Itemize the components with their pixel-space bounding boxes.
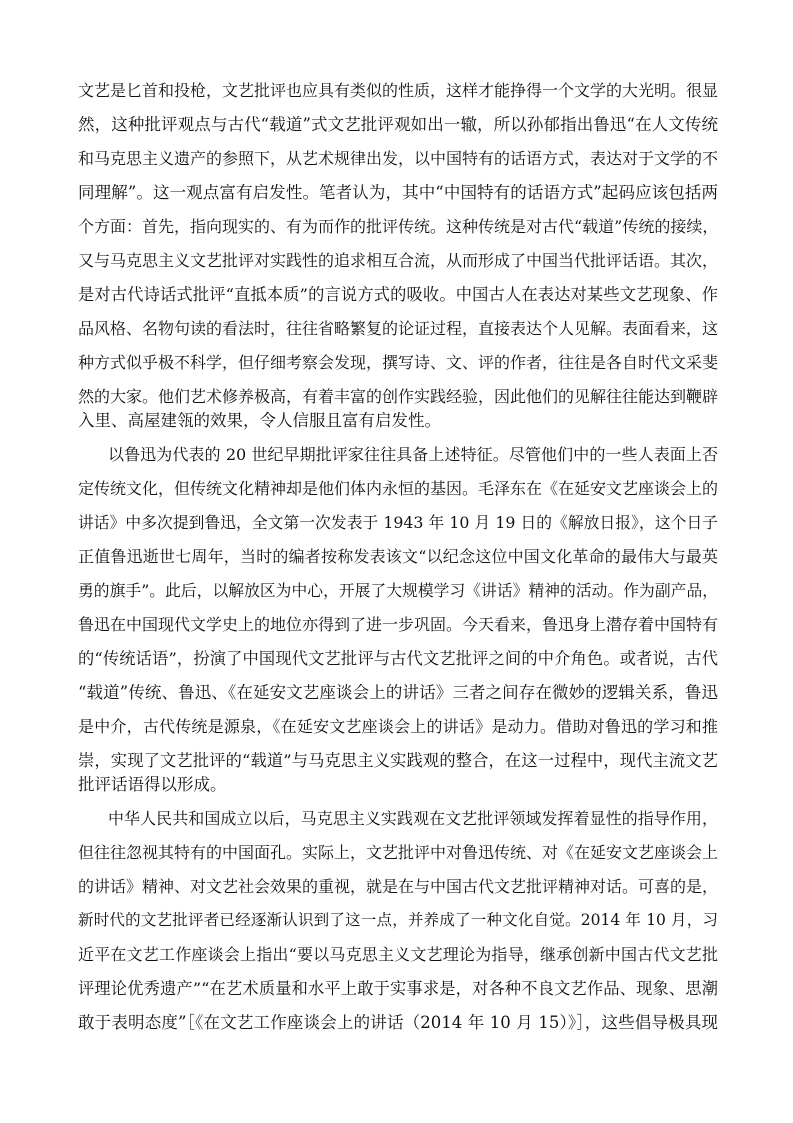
text-line: 然的大家。他们艺术修养极高，有着丰富的创作实践经验，因此他们的见解往往能达到鞭辟 xyxy=(78,387,719,406)
text-line: “载道”传统、鲁迅、《在延安文艺座谈会上的讲话》三者之间存在微妙的逻辑关系，鲁迅 xyxy=(78,683,718,702)
text-line: 敢于表明态度”［《在文艺工作座谈会上的讲话（2014 年 10 月 15）》］，这些倡导极具现 xyxy=(78,1013,718,1032)
text-line: 正值鲁迅逝世七周年，当时的编者按称发表该文“以纪念这位中国文化革命的最伟大与最英 xyxy=(78,547,718,566)
text-line: 但往往忽视其特有的中国面孔。实际上，文艺批评中对鲁迅传统、对《在延安文艺座谈会上 xyxy=(78,843,719,862)
text-line: 品风格、名物句读的看法时，往往省略繁复的论证过程，直接表达个人见解。表面看来，这 xyxy=(78,319,719,338)
text-line: 以鲁迅为代表的 20 世纪早期批评家往往具备上述特征。尽管他们中的一些人表面上否 xyxy=(108,445,718,464)
text-line: 文艺是匕首和投枪，文艺批评也应具有类似的性质，这样才能挣得一个文学的大光明。很显 xyxy=(78,81,719,100)
text-line: 讲话》中多次提到鲁迅，全文第一次发表于 1943 年 10 月 19 日的《解放日报》，这个日子 xyxy=(78,513,718,532)
text-line: 评理论优秀遗产”“在艺术质量和水平上敢于实事求是，对各种不良文艺作品、现象、思潮 xyxy=(78,979,718,998)
text-line: 新时代的文艺批评者已经逐渐认识到了这一点，并养成了一种文化自觉。2014 年 10 月，习 xyxy=(78,911,718,929)
text-line: 近平在文艺工作座谈会上指出“要以马克思主义文艺理论为指导，继承创新中国古代文艺批 xyxy=(78,945,718,964)
text-line: 是对古代诗话式批评“直抵本质”的言说方式的吸收。中国古人在表达对某些文艺现象、作 xyxy=(78,285,718,304)
text-line: 同理解”。这一观点富有启发性。笔者认为，其中“中国特有的话语方式”起码应该包括两 xyxy=(78,183,718,202)
text-line: 是中介，古代传统是源泉，《在延安文艺座谈会上的讲话》是动力。借助对鲁迅的学习和推 xyxy=(78,717,718,736)
text-line: 然，这种批评观点与古代“载道”式文艺批评观如出一辙，所以孙郁指出鲁迅“在人文传统 xyxy=(78,115,718,134)
text-line: 批评话语得以形成。 xyxy=(78,775,227,794)
text-line: 勇的旗手”。此后，以解放区为中心，开展了大规模学习《讲话》精神的活动。作为副产品， xyxy=(78,581,718,600)
text-line: 又与马克思主义文艺批评对实践性的追求相互合流，从而形成了中国当代批评话语。其次， xyxy=(78,251,719,270)
text-line: 鲁迅在中国现代文学史上的地位亦得到了进一步巩固。今天看来，鲁迅身上潜存着中国特有 xyxy=(78,615,719,634)
text-line: 中华人民共和国成立以后，马克思主义实践观在文艺批评领域发挥着显性的指导作用， xyxy=(108,809,718,828)
text-line: 和马克思主义遗产的参照下，从艺术规律出发，以中国特有的话语方式，表达对于文学的不 xyxy=(78,149,719,168)
text-line: 入里、高屋建瓴的效果，令人信服且富有启发性。 xyxy=(78,411,441,430)
text-line: 的“传统话语”，扮演了中国现代文艺批评与古代文艺批评之间的中介角色。或者说，古代 xyxy=(78,649,718,668)
text-line: 定传统文化，但传统文化精神却是他们体内永恒的基因。毛泽东在《在延安文艺座谈会上的 xyxy=(78,479,719,498)
text-line: 崇，实现了文艺批评的“载道”与马克思主义实践观的整合，在这一过程中，现代主流文艺 xyxy=(78,751,718,770)
text-line: 个方面：首先，指向现实的、有为而作的批评传统。这种传统是对古代“载道”传统的接续， xyxy=(78,217,719,236)
text-line: 的讲话》精神、对文艺社会效果的重视，就是在与中国古代文艺批评精神对话。可喜的是， xyxy=(78,877,719,896)
text-line: 种方式似乎极不科学，但仔细考察会发现，撰写诗、文、评的作者，往往是各自时代文采斐 xyxy=(78,353,719,372)
